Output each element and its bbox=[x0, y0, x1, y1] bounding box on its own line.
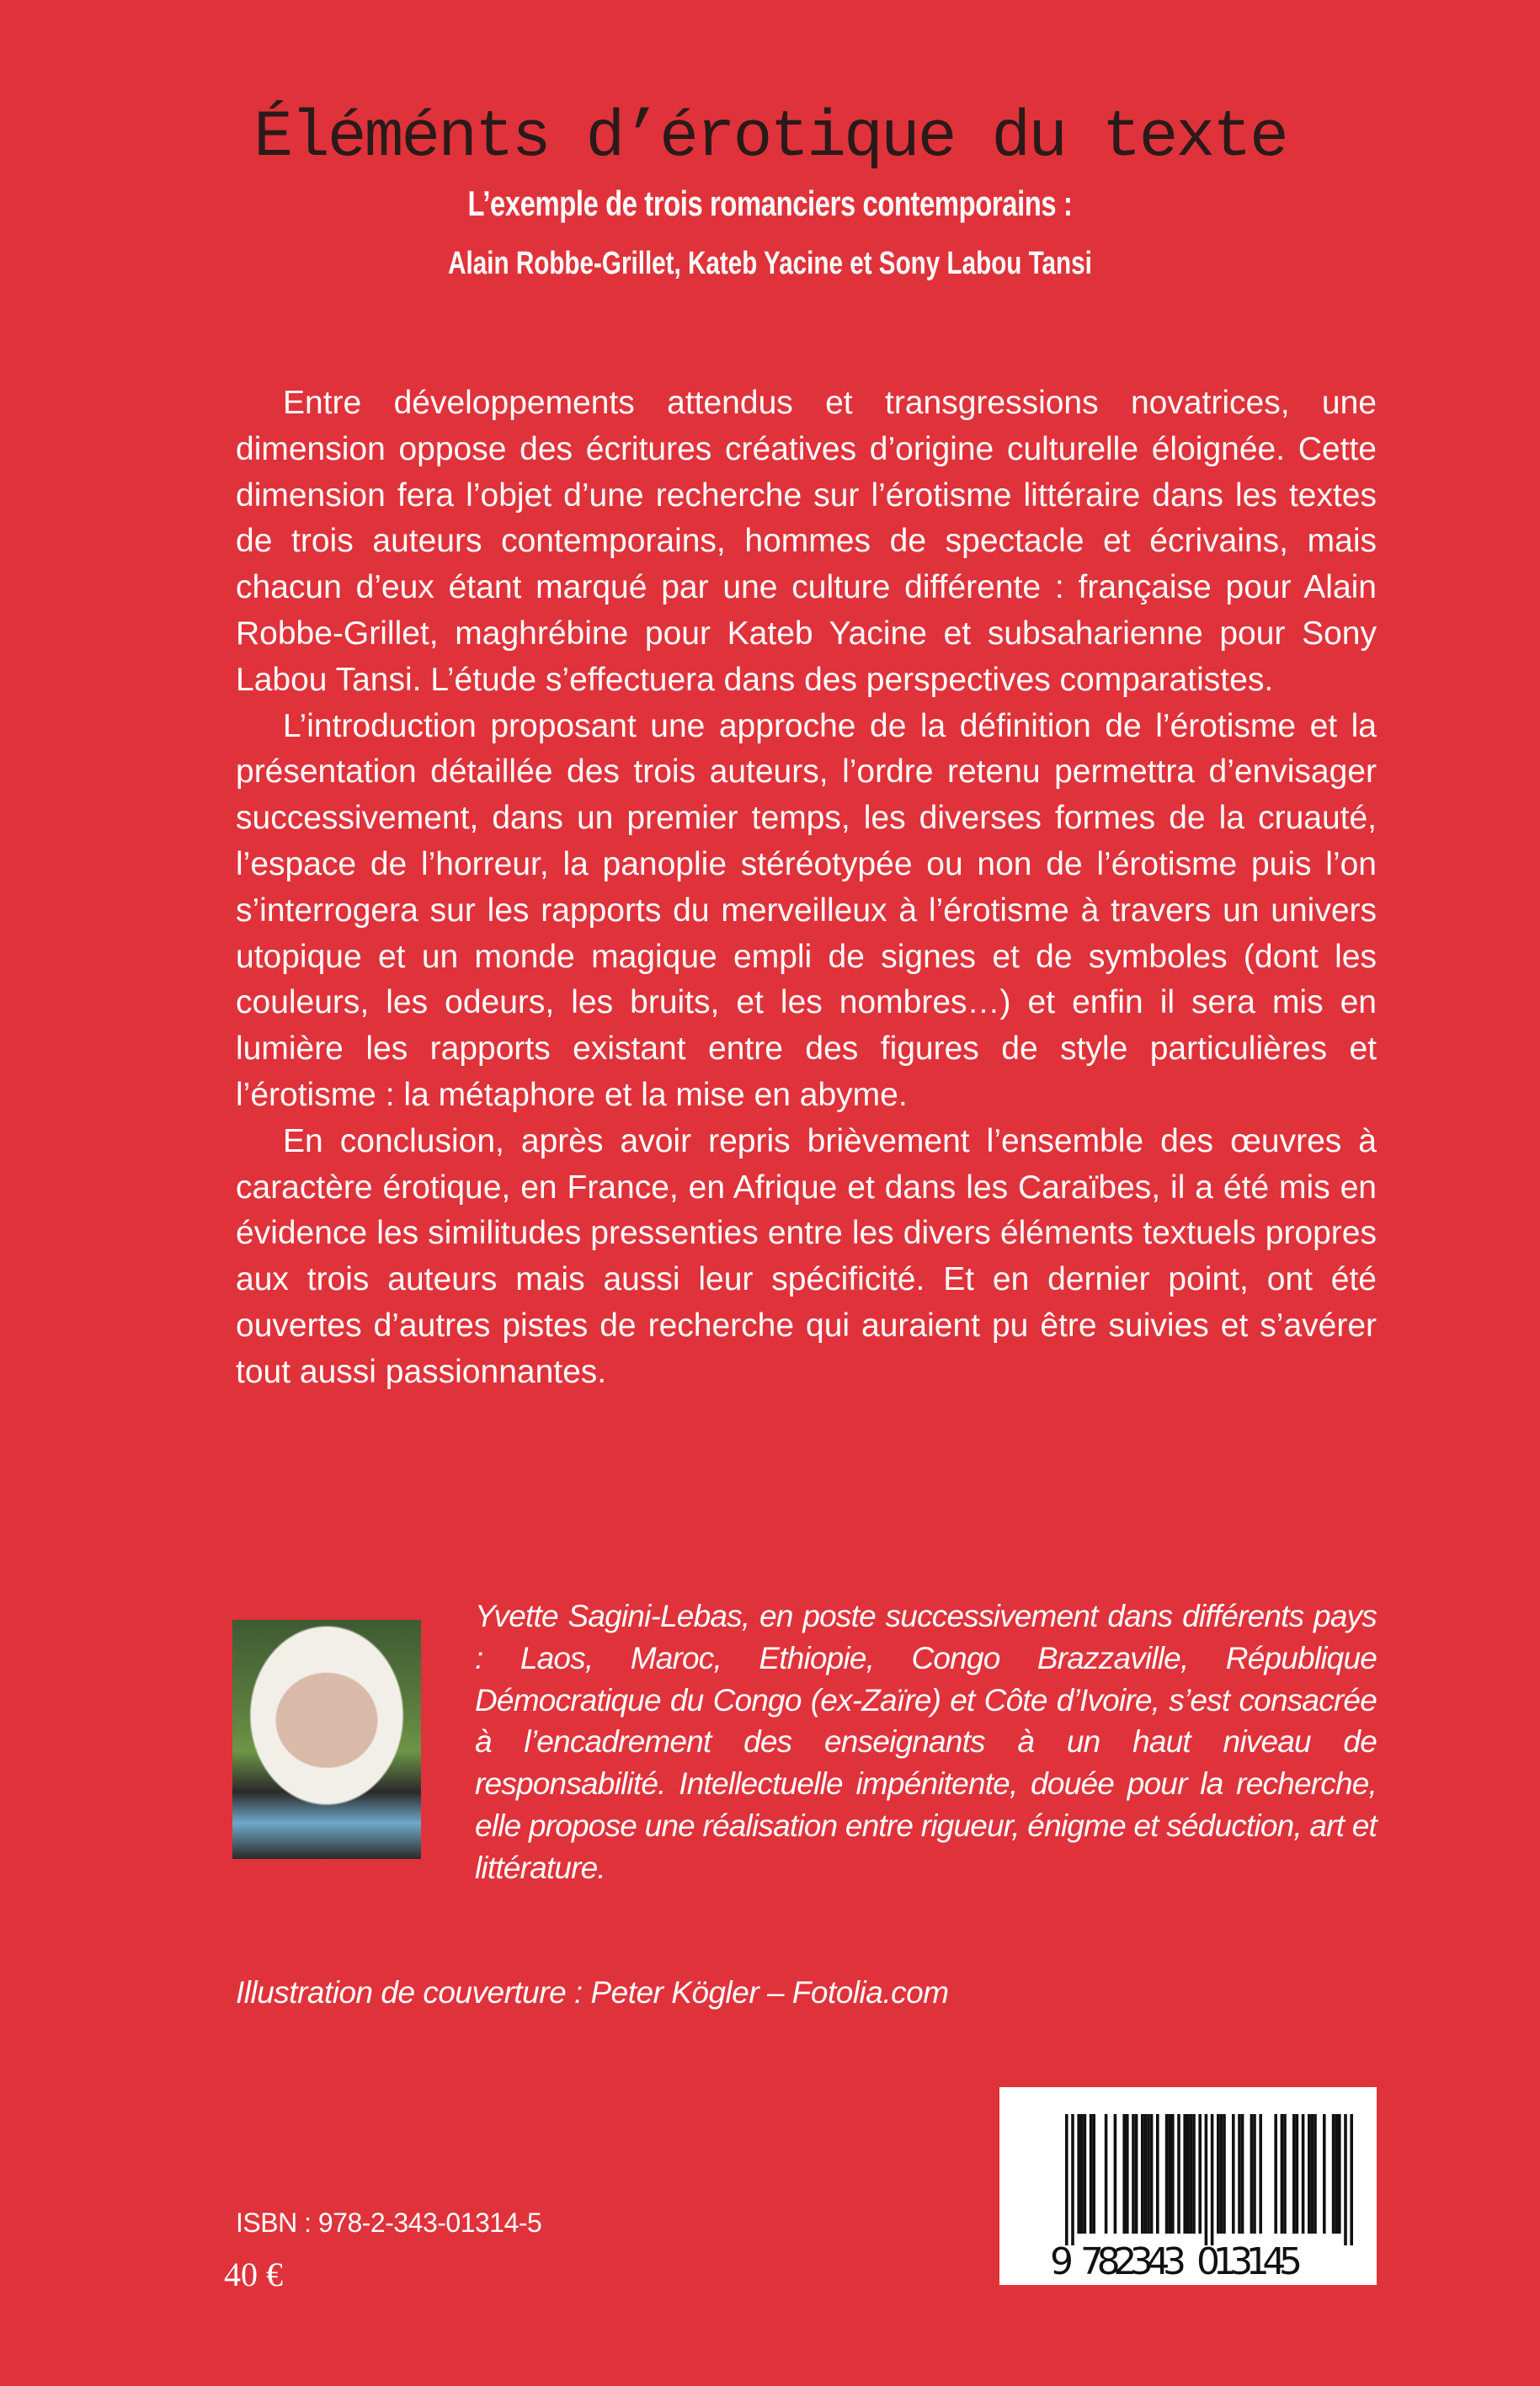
barcode-bar bbox=[1350, 2114, 1353, 2245]
back-cover-summary bbox=[236, 381, 1377, 1396]
barcode-bar bbox=[1144, 2114, 1148, 2234]
barcode-bar bbox=[1132, 2114, 1135, 2234]
isbn: ISBN : 978-2-343-01314-5 bbox=[236, 2208, 542, 2238]
barcode-bar bbox=[1308, 2114, 1311, 2234]
barcode-bar bbox=[1205, 2114, 1208, 2245]
barcode-bar bbox=[1122, 2114, 1126, 2234]
barcode-digits-left: 782343 bbox=[1080, 2240, 1186, 2283]
barcode-bar bbox=[1281, 2114, 1284, 2234]
barcode-bar bbox=[1105, 2114, 1108, 2234]
barcode-bar bbox=[1183, 2114, 1186, 2234]
barcode bbox=[999, 2087, 1377, 2285]
barcode-digit-first: 9 bbox=[1050, 2240, 1074, 2283]
barcode-bar bbox=[1150, 2114, 1154, 2234]
barcode-bar bbox=[1302, 2114, 1305, 2234]
barcode-bar bbox=[1186, 2114, 1190, 2234]
barcode-bar bbox=[1323, 2114, 1326, 2234]
author-bio: Yvette Sagini-Lebas, en poste successivement dans différents pays : Laos, Maroc, Ethiopie, Congo Brazzaville, République Démocratique du Congo (ex-Zaïre) et Côte d’Ivoire, s’est consacrée à l’encadrement des enseignants à un haut niveau de responsabilité. Intellectuelle impénitente, douée pour la recherche, elle propose une réalisation entre rigueur, énigme et séduction, art et littérature. bbox=[475, 1599, 1377, 1885]
barcode-bar bbox=[1190, 2114, 1193, 2234]
barcode-bar bbox=[1283, 2114, 1287, 2234]
summary-paragraph: L’introduction proposant une approche de la définition de l’érotisme et la présentation détaillée des trois auteurs, l’ordre retenu permettra d’envisager successivement, dans un premier temps, les diverses formes de la cruauté, l’espace de l’horreur, la panoplie stéréotypée ou non de l’érotisme puis l’on s’interrogera sur les rapports du merveilleux à l’érotisme à travers un univers utopique et un monde magique empli de signes et de symboles (dont les couleurs, les odeurs, les bruits, et les nombres…) et enfin il sera mis en lumière les rapports existant entre des figures de style particulières et l’érotisme : la métaphore et la mise en abyme. bbox=[236, 707, 1377, 1113]
cover-illustration-credit: Illustration de couverture : Peter Kögler – Fotolia.com bbox=[236, 1975, 949, 2010]
summary-paragraph: En conclusion, après avoir repris brièvement l’ensemble des œuvres à caractère érotique, en France, en Afrique et dans les Caraïbes, il a été mis en évidence les similitudes pressenties entre les divers éléments textuels propres aux trois auteurs mais aussi leur spécificité. Et en dernier point, ont été ouvertes d’autres pistes de recherche qui auraient pu être suivies et s’avérer tout aussi passionnantes. bbox=[236, 1122, 1377, 1390]
barcode-bar bbox=[1335, 2114, 1338, 2234]
barcode-bar bbox=[1311, 2114, 1314, 2234]
barcode-bar bbox=[1177, 2114, 1180, 2234]
barcode-bar bbox=[1065, 2114, 1068, 2245]
barcode-bar bbox=[1338, 2114, 1341, 2234]
barcode-bar bbox=[1211, 2114, 1214, 2245]
barcode-bar bbox=[1332, 2114, 1335, 2234]
barcode-bar bbox=[1296, 2114, 1299, 2234]
barcode-bar bbox=[1259, 2114, 1262, 2234]
barcode-bar bbox=[1238, 2114, 1241, 2234]
barcode-bar bbox=[1084, 2114, 1087, 2234]
barcode-bar bbox=[1080, 2114, 1084, 2234]
price: 40 € bbox=[224, 2256, 283, 2293]
barcode-bar bbox=[1092, 2114, 1095, 2234]
author-photo bbox=[232, 1620, 421, 1859]
barcode-bar bbox=[1156, 2114, 1159, 2234]
summary-paragraph: Entre développements attendus et transgressions novatrices, une dimension oppose des écritures créatives d’origine culturelle éloignée. Cette dimension fera l’objet d’une recherche sur l’érotisme littéraire dans les textes de trois auteurs contemporains, hommes de spectacle et écrivains, mais chacun d’eux étant marqué par une culture différente : française pour Alain Robbe-Grillet, maghrébine pour Kateb Yacine et subsaharienne pour Sony Labou Tansi. L’étude s’effectuera dans des perspectives comparatistes. bbox=[236, 385, 1377, 698]
barcode-bar bbox=[1223, 2114, 1226, 2234]
barcode-bar bbox=[1168, 2114, 1171, 2234]
barcode-bars bbox=[999, 2087, 1377, 2285]
barcode-bar bbox=[1090, 2114, 1093, 2234]
book-authors-studied: Alain Robbe-Grillet, Kateb Yacine et Sony Labou Tansi bbox=[448, 246, 1092, 281]
barcode-bar bbox=[1135, 2114, 1138, 2234]
barcode-bar bbox=[1274, 2114, 1277, 2234]
barcode-bar bbox=[1250, 2114, 1254, 2234]
barcode-bar bbox=[1232, 2114, 1235, 2234]
barcode-bar bbox=[1165, 2114, 1169, 2234]
barcode-bar bbox=[1171, 2114, 1175, 2234]
barcode-bar bbox=[1126, 2114, 1129, 2234]
barcode-bar bbox=[1192, 2114, 1196, 2234]
barcode-bar bbox=[1147, 2114, 1150, 2234]
barcode-bar bbox=[1344, 2114, 1347, 2245]
barcode-bar bbox=[1077, 2114, 1080, 2234]
barcode-bar bbox=[1071, 2114, 1074, 2245]
barcode-bar bbox=[1217, 2114, 1220, 2234]
barcode-bar bbox=[1220, 2114, 1223, 2234]
barcode-bar bbox=[1253, 2114, 1256, 2234]
barcode-bar bbox=[1114, 2114, 1117, 2234]
book-title: Éléménts d’érotique du texte bbox=[253, 101, 1287, 175]
barcode-bar bbox=[1241, 2114, 1244, 2234]
barcode-bar bbox=[1314, 2114, 1317, 2234]
barcode-bar bbox=[1141, 2114, 1144, 2234]
barcode-bar bbox=[1198, 2114, 1202, 2234]
book-subtitle: L’exemple de trois romanciers contemporains : bbox=[467, 184, 1073, 223]
barcode-bar bbox=[1292, 2114, 1296, 2234]
barcode-digits-right: 013145 bbox=[1196, 2240, 1303, 2283]
